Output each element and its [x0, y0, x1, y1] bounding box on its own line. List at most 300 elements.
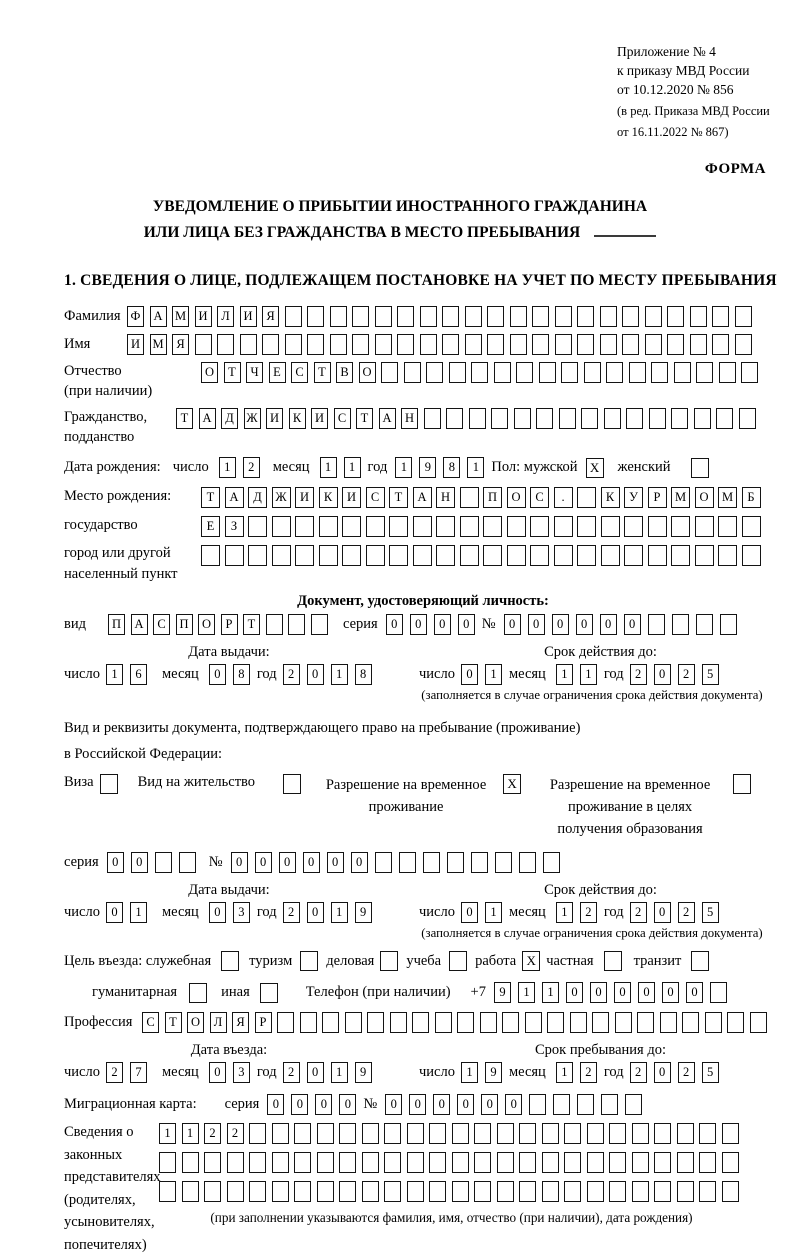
form-cell[interactable] [671, 516, 690, 537]
form-cell[interactable] [695, 545, 714, 566]
form-cell[interactable] [677, 1152, 694, 1173]
form-cell[interactable]: А [413, 487, 432, 508]
form-cell[interactable] [457, 1012, 474, 1033]
form-cell[interactable] [735, 334, 752, 355]
form-cell[interactable]: Л [217, 306, 234, 327]
form-cell[interactable]: О [359, 362, 376, 383]
form-cell[interactable] [179, 852, 196, 873]
form-cell[interactable] [532, 334, 549, 355]
form-cell[interactable]: 0 [686, 982, 703, 1003]
form-cell[interactable] [682, 1012, 699, 1033]
form-cell[interactable]: 0 [504, 614, 521, 635]
form-cell[interactable]: 0 [654, 902, 671, 923]
form-cell[interactable] [667, 306, 684, 327]
form-cell[interactable] [423, 852, 440, 873]
form-cell[interactable]: Я [262, 306, 279, 327]
form-cell[interactable]: М [172, 306, 189, 327]
form-cell[interactable] [384, 1123, 401, 1144]
form-cell[interactable] [622, 334, 639, 355]
form-cell[interactable] [507, 545, 526, 566]
form-cell[interactable] [449, 362, 466, 383]
form-cell[interactable]: 1 [485, 902, 502, 923]
form-cell[interactable] [352, 334, 369, 355]
form-cell[interactable]: М [671, 487, 690, 508]
form-cell[interactable]: П [108, 614, 125, 635]
form-cell[interactable] [295, 516, 314, 537]
form-cell[interactable] [407, 1123, 424, 1144]
purpose-work-checkbox[interactable]: X [522, 951, 540, 971]
form-cell[interactable] [577, 516, 596, 537]
form-cell[interactable] [317, 1123, 334, 1144]
form-cell[interactable]: 1 [556, 902, 573, 923]
form-cell[interactable] [339, 1152, 356, 1173]
form-cell[interactable]: 2 [678, 664, 695, 685]
form-cell[interactable] [317, 1181, 334, 1202]
form-cell[interactable]: О [695, 487, 714, 508]
form-cell[interactable] [654, 1123, 671, 1144]
form-cell[interactable] [502, 1012, 519, 1033]
form-cell[interactable]: Д [248, 487, 267, 508]
form-cell[interactable] [587, 1181, 604, 1202]
form-cell[interactable] [720, 614, 737, 635]
form-cell[interactable]: 0 [291, 1094, 308, 1115]
form-cell[interactable]: 2 [678, 1062, 695, 1083]
form-cell[interactable] [272, 545, 291, 566]
form-cell[interactable]: 1 [518, 982, 535, 1003]
form-cell[interactable]: И [195, 306, 212, 327]
form-cell[interactable]: 0 [624, 614, 641, 635]
form-cell[interactable] [514, 408, 531, 429]
form-cell[interactable] [277, 1012, 294, 1033]
purpose-study-checkbox[interactable] [449, 951, 467, 971]
form-cell[interactable]: 1 [219, 457, 236, 478]
form-cell[interactable] [452, 1123, 469, 1144]
purpose-transit-checkbox[interactable] [691, 951, 709, 971]
form-cell[interactable]: 0 [409, 1094, 426, 1115]
form-cell[interactable] [494, 362, 511, 383]
form-cell[interactable] [577, 487, 596, 508]
form-cell[interactable]: 2 [630, 664, 647, 685]
form-cell[interactable]: 1 [331, 902, 348, 923]
form-cell[interactable] [465, 306, 482, 327]
form-cell[interactable]: 1 [106, 664, 123, 685]
form-cell[interactable] [507, 516, 526, 537]
form-cell[interactable]: С [142, 1012, 159, 1033]
form-cell[interactable] [600, 306, 617, 327]
form-cell[interactable] [249, 1123, 266, 1144]
form-cell[interactable]: С [153, 614, 170, 635]
form-cell[interactable] [722, 1152, 739, 1173]
form-cell[interactable]: Р [255, 1012, 272, 1033]
form-cell[interactable] [294, 1123, 311, 1144]
form-cell[interactable]: 9 [355, 902, 372, 923]
form-cell[interactable] [654, 1181, 671, 1202]
form-cell[interactable] [696, 362, 713, 383]
form-cell[interactable] [469, 408, 486, 429]
form-cell[interactable] [625, 1094, 642, 1115]
form-cell[interactable]: 0 [255, 852, 272, 873]
form-cell[interactable] [460, 545, 479, 566]
form-cell[interactable]: К [601, 487, 620, 508]
form-cell[interactable] [722, 1123, 739, 1144]
form-cell[interactable]: Р [221, 614, 238, 635]
form-cell[interactable]: 0 [662, 982, 679, 1003]
temp-residence-checkbox[interactable]: X [503, 774, 521, 794]
form-cell[interactable]: 5 [702, 664, 719, 685]
form-cell[interactable] [322, 1012, 339, 1033]
form-cell[interactable]: 2 [283, 902, 300, 923]
form-cell[interactable] [404, 362, 421, 383]
form-cell[interactable] [262, 334, 279, 355]
form-cell[interactable] [587, 1152, 604, 1173]
form-cell[interactable] [539, 362, 556, 383]
form-cell[interactable]: Е [201, 516, 220, 537]
form-cell[interactable] [412, 1012, 429, 1033]
form-cell[interactable]: 0 [209, 902, 226, 923]
form-cell[interactable]: 1 [395, 457, 412, 478]
form-cell[interactable]: П [176, 614, 193, 635]
form-cell[interactable] [330, 334, 347, 355]
form-cell[interactable] [285, 306, 302, 327]
form-cell[interactable] [201, 545, 220, 566]
form-cell[interactable] [690, 306, 707, 327]
form-cell[interactable] [519, 1123, 536, 1144]
form-cell[interactable] [471, 852, 488, 873]
form-cell[interactable]: 0 [552, 614, 569, 635]
form-cell[interactable]: З [225, 516, 244, 537]
form-cell[interactable]: 5 [702, 1062, 719, 1083]
form-cell[interactable] [601, 1094, 618, 1115]
form-cell[interactable] [559, 408, 576, 429]
form-cell[interactable]: 0 [327, 852, 344, 873]
form-cell[interactable]: 9 [419, 457, 436, 478]
form-cell[interactable] [294, 1181, 311, 1202]
form-cell[interactable]: 0 [315, 1094, 332, 1115]
form-cell[interactable] [307, 306, 324, 327]
form-cell[interactable]: Е [269, 362, 286, 383]
form-cell[interactable] [182, 1152, 199, 1173]
form-cell[interactable]: 0 [505, 1094, 522, 1115]
form-cell[interactable]: О [507, 487, 526, 508]
form-cell[interactable]: 3 [233, 1062, 250, 1083]
form-cell[interactable] [694, 408, 711, 429]
form-cell[interactable] [609, 1123, 626, 1144]
form-cell[interactable]: 0 [267, 1094, 284, 1115]
form-cell[interactable]: 9 [355, 1062, 372, 1083]
form-cell[interactable] [710, 982, 727, 1003]
form-cell[interactable] [649, 408, 666, 429]
form-cell[interactable] [397, 334, 414, 355]
form-cell[interactable] [677, 1181, 694, 1202]
form-cell[interactable] [389, 516, 408, 537]
form-cell[interactable] [159, 1181, 176, 1202]
form-cell[interactable] [532, 306, 549, 327]
form-cell[interactable] [300, 1012, 317, 1033]
form-cell[interactable]: Я [232, 1012, 249, 1033]
form-cell[interactable] [225, 545, 244, 566]
form-cell[interactable]: 1 [556, 664, 573, 685]
form-cell[interactable] [447, 852, 464, 873]
form-cell[interactable] [554, 545, 573, 566]
form-cell[interactable]: 1 [182, 1123, 199, 1144]
form-cell[interactable]: 0 [461, 902, 478, 923]
form-cell[interactable] [542, 1123, 559, 1144]
form-cell[interactable]: 0 [600, 614, 617, 635]
form-cell[interactable] [654, 1152, 671, 1173]
form-cell[interactable] [525, 1012, 542, 1033]
form-cell[interactable] [592, 1012, 609, 1033]
form-cell[interactable] [487, 306, 504, 327]
form-cell[interactable] [719, 362, 736, 383]
form-cell[interactable]: С [530, 487, 549, 508]
form-cell[interactable] [474, 1123, 491, 1144]
form-cell[interactable] [319, 545, 338, 566]
form-cell[interactable]: Т [389, 487, 408, 508]
form-cell[interactable]: 0 [106, 902, 123, 923]
form-cell[interactable]: 0 [303, 852, 320, 873]
form-cell[interactable] [648, 614, 665, 635]
form-cell[interactable] [307, 334, 324, 355]
form-cell[interactable]: Я [172, 334, 189, 355]
form-cell[interactable]: 0 [590, 982, 607, 1003]
form-cell[interactable]: 2 [204, 1123, 221, 1144]
form-cell[interactable] [159, 1152, 176, 1173]
form-cell[interactable] [648, 545, 667, 566]
form-cell[interactable] [604, 408, 621, 429]
form-cell[interactable] [529, 1094, 546, 1115]
form-cell[interactable]: Д [221, 408, 238, 429]
form-cell[interactable] [645, 334, 662, 355]
form-cell[interactable] [561, 362, 578, 383]
form-cell[interactable] [384, 1152, 401, 1173]
form-cell[interactable] [637, 1012, 654, 1033]
form-cell[interactable] [519, 1181, 536, 1202]
form-cell[interactable]: Т [176, 408, 193, 429]
form-cell[interactable] [272, 1123, 289, 1144]
form-cell[interactable] [429, 1123, 446, 1144]
form-cell[interactable] [435, 1012, 452, 1033]
form-cell[interactable]: 0 [307, 664, 324, 685]
form-cell[interactable]: П [483, 487, 502, 508]
form-cell[interactable]: Т [201, 487, 220, 508]
form-cell[interactable] [555, 334, 572, 355]
form-cell[interactable]: 0 [339, 1094, 356, 1115]
form-cell[interactable] [601, 516, 620, 537]
form-cell[interactable] [564, 1152, 581, 1173]
form-cell[interactable] [519, 1152, 536, 1173]
form-cell[interactable] [442, 334, 459, 355]
form-cell[interactable] [570, 1012, 587, 1033]
form-cell[interactable]: 0 [386, 614, 403, 635]
form-cell[interactable] [204, 1152, 221, 1173]
form-cell[interactable] [429, 1181, 446, 1202]
form-cell[interactable]: 1 [542, 982, 559, 1003]
form-cell[interactable]: 0 [209, 664, 226, 685]
form-cell[interactable] [420, 306, 437, 327]
form-cell[interactable]: 6 [130, 664, 147, 685]
form-cell[interactable]: М [718, 487, 737, 508]
form-cell[interactable]: М [150, 334, 167, 355]
form-cell[interactable]: 0 [231, 852, 248, 873]
form-cell[interactable] [741, 362, 758, 383]
form-cell[interactable] [735, 306, 752, 327]
form-cell[interactable]: 0 [614, 982, 631, 1003]
form-cell[interactable] [624, 516, 643, 537]
form-cell[interactable]: 0 [481, 1094, 498, 1115]
form-cell[interactable] [352, 306, 369, 327]
form-cell[interactable] [672, 614, 689, 635]
form-cell[interactable]: 2 [630, 1062, 647, 1083]
form-cell[interactable]: 1 [556, 1062, 573, 1083]
form-cell[interactable]: 2 [283, 664, 300, 685]
form-cell[interactable] [420, 334, 437, 355]
form-cell[interactable]: 2 [243, 457, 260, 478]
form-cell[interactable] [381, 362, 398, 383]
form-cell[interactable]: Т [314, 362, 331, 383]
form-cell[interactable] [272, 1152, 289, 1173]
form-cell[interactable]: 0 [351, 852, 368, 873]
form-cell[interactable]: 8 [443, 457, 460, 478]
form-cell[interactable] [530, 545, 549, 566]
form-cell[interactable]: С [291, 362, 308, 383]
form-cell[interactable] [667, 334, 684, 355]
form-cell[interactable] [407, 1152, 424, 1173]
form-cell[interactable] [195, 334, 212, 355]
form-cell[interactable] [362, 1123, 379, 1144]
form-cell[interactable] [204, 1181, 221, 1202]
form-cell[interactable]: 1 [130, 902, 147, 923]
form-cell[interactable]: 0 [638, 982, 655, 1003]
form-cell[interactable] [319, 516, 338, 537]
form-cell[interactable] [460, 516, 479, 537]
form-cell[interactable] [660, 1012, 677, 1033]
form-cell[interactable] [330, 306, 347, 327]
form-cell[interactable] [722, 1181, 739, 1202]
form-cell[interactable] [600, 334, 617, 355]
form-cell[interactable] [718, 545, 737, 566]
form-cell[interactable]: 0 [433, 1094, 450, 1115]
form-cell[interactable]: Ж [272, 487, 291, 508]
form-cell[interactable] [217, 334, 234, 355]
form-cell[interactable]: 0 [307, 902, 324, 923]
form-cell[interactable]: И [342, 487, 361, 508]
form-cell[interactable] [339, 1181, 356, 1202]
purpose-humanitarian-checkbox[interactable] [189, 983, 207, 1003]
form-cell[interactable] [426, 362, 443, 383]
form-cell[interactable]: 0 [307, 1062, 324, 1083]
form-cell[interactable] [294, 1152, 311, 1173]
form-cell[interactable] [554, 516, 573, 537]
form-cell[interactable] [366, 545, 385, 566]
form-cell[interactable] [446, 408, 463, 429]
form-cell[interactable] [249, 1181, 266, 1202]
form-cell[interactable]: И [266, 408, 283, 429]
form-cell[interactable] [677, 1123, 694, 1144]
form-cell[interactable] [342, 545, 361, 566]
form-cell[interactable] [577, 306, 594, 327]
form-cell[interactable]: 5 [702, 902, 719, 923]
form-cell[interactable] [606, 362, 623, 383]
form-cell[interactable]: В [336, 362, 353, 383]
temp-residence-edu-checkbox[interactable] [733, 774, 751, 794]
form-cell[interactable] [366, 516, 385, 537]
purpose-business-checkbox[interactable] [380, 951, 398, 971]
form-cell[interactable] [739, 408, 756, 429]
form-cell[interactable]: 0 [576, 614, 593, 635]
form-cell[interactable] [345, 1012, 362, 1033]
form-cell[interactable] [436, 516, 455, 537]
form-cell[interactable] [516, 362, 533, 383]
form-cell[interactable] [452, 1181, 469, 1202]
form-cell[interactable]: 2 [580, 1062, 597, 1083]
form-cell[interactable]: 1 [485, 664, 502, 685]
form-cell[interactable] [471, 362, 488, 383]
form-cell[interactable] [695, 516, 714, 537]
form-cell[interactable] [564, 1181, 581, 1202]
form-cell[interactable] [375, 334, 392, 355]
form-cell[interactable] [413, 516, 432, 537]
form-cell[interactable] [624, 545, 643, 566]
form-cell[interactable]: А [199, 408, 216, 429]
form-cell[interactable] [248, 545, 267, 566]
form-cell[interactable] [497, 1123, 514, 1144]
form-cell[interactable] [742, 516, 761, 537]
form-cell[interactable] [285, 334, 302, 355]
form-cell[interactable]: 0 [107, 852, 124, 873]
form-cell[interactable]: А [379, 408, 396, 429]
form-cell[interactable]: 0 [131, 852, 148, 873]
form-cell[interactable] [564, 1123, 581, 1144]
form-cell[interactable] [460, 487, 479, 508]
form-cell[interactable] [609, 1152, 626, 1173]
form-cell[interactable] [699, 1181, 716, 1202]
form-cell[interactable] [674, 362, 691, 383]
form-cell[interactable] [399, 852, 416, 873]
form-cell[interactable] [705, 1012, 722, 1033]
form-cell[interactable] [182, 1181, 199, 1202]
form-cell[interactable] [530, 516, 549, 537]
form-cell[interactable] [295, 545, 314, 566]
form-cell[interactable] [342, 516, 361, 537]
form-cell[interactable] [632, 1181, 649, 1202]
purpose-official-checkbox[interactable] [221, 951, 239, 971]
form-cell[interactable]: И [240, 306, 257, 327]
form-cell[interactable] [465, 334, 482, 355]
form-cell[interactable]: 2 [283, 1062, 300, 1083]
form-cell[interactable] [407, 1181, 424, 1202]
form-cell[interactable] [413, 545, 432, 566]
form-cell[interactable]: К [289, 408, 306, 429]
form-cell[interactable]: 1 [344, 457, 361, 478]
form-cell[interactable]: Л [210, 1012, 227, 1033]
form-cell[interactable] [601, 545, 620, 566]
form-cell[interactable]: 0 [279, 852, 296, 873]
form-cell[interactable]: 0 [654, 664, 671, 685]
form-cell[interactable]: Ч [246, 362, 263, 383]
form-cell[interactable] [483, 545, 502, 566]
form-cell[interactable]: О [198, 614, 215, 635]
form-cell[interactable]: Р [648, 487, 667, 508]
form-cell[interactable] [699, 1123, 716, 1144]
form-cell[interactable]: 1 [331, 664, 348, 685]
form-cell[interactable]: 9 [494, 982, 511, 1003]
form-cell[interactable] [542, 1152, 559, 1173]
form-cell[interactable] [442, 306, 459, 327]
form-cell[interactable]: 2 [227, 1123, 244, 1144]
form-cell[interactable]: И [311, 408, 328, 429]
form-cell[interactable] [716, 408, 733, 429]
form-cell[interactable] [429, 1152, 446, 1173]
